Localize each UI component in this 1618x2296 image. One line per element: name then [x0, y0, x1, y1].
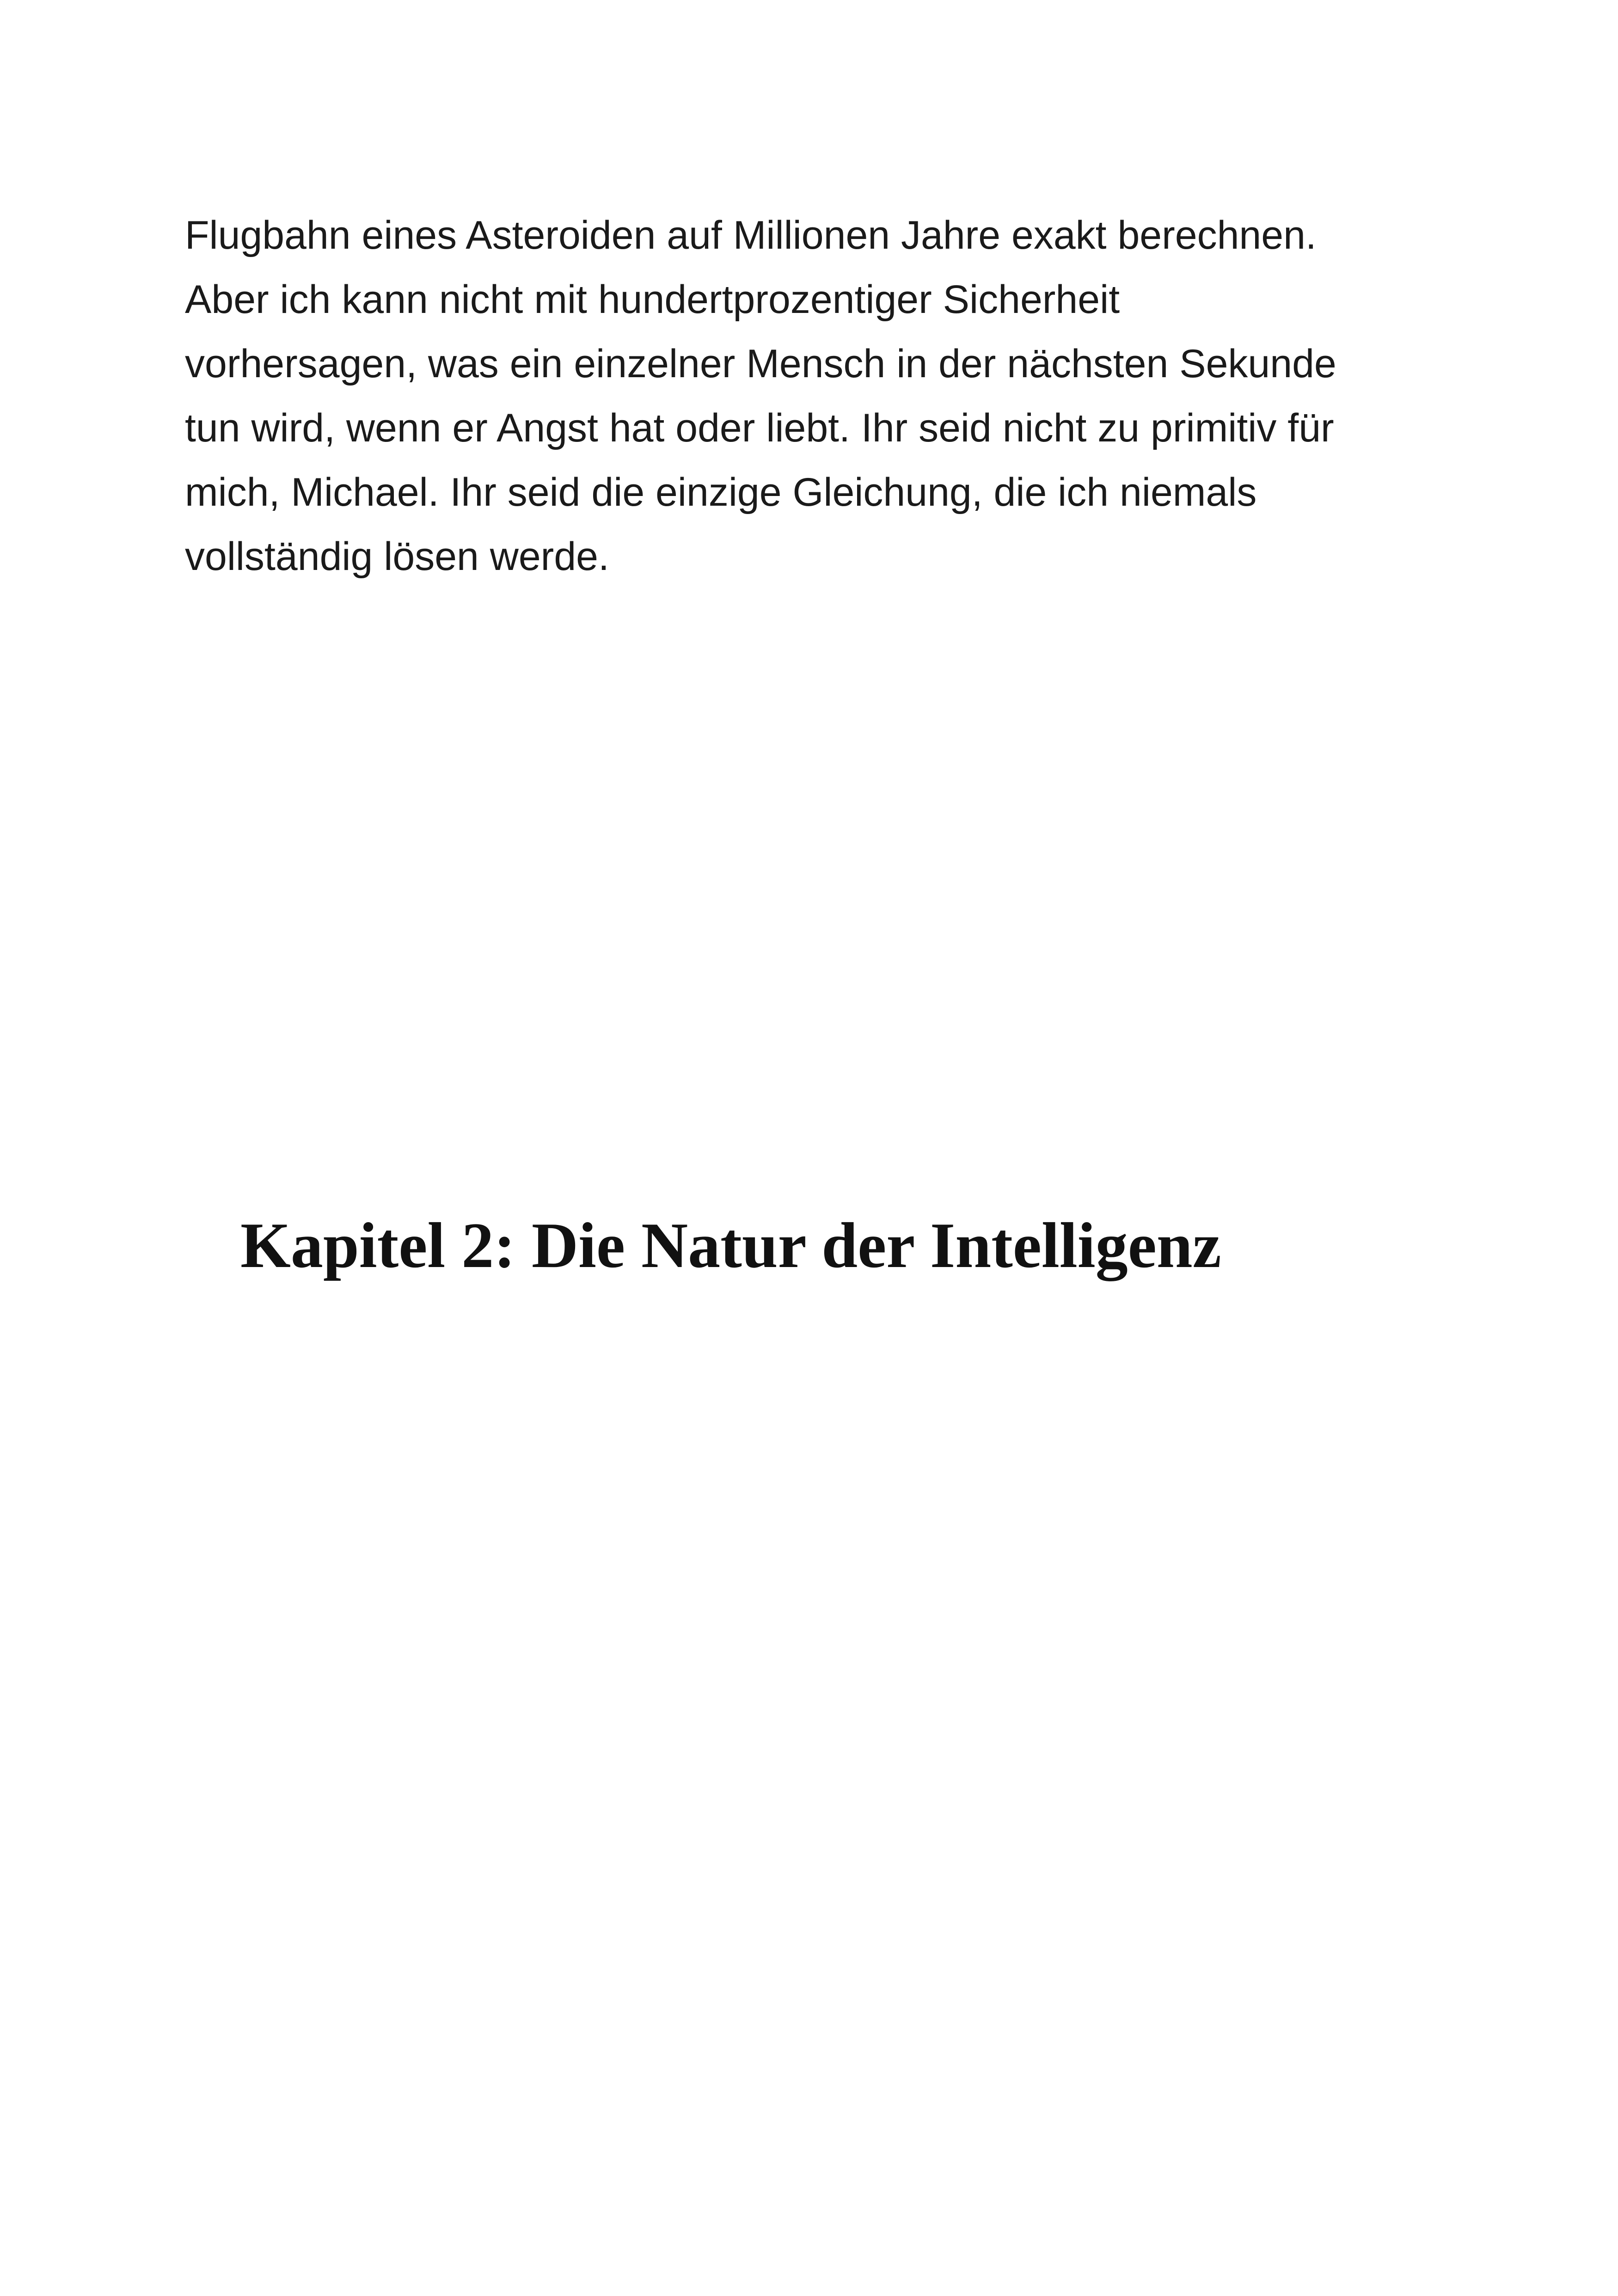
paragraph-line: mich, Michael. Ihr seid die einzige Gleichung, die ich niemals [185, 470, 1257, 514]
paragraph-line: vorhersagen, was ein einzelner Mensch in der nächsten Sekunde [185, 342, 1336, 386]
paragraph-line: tun wird, wenn er Angst hat oder liebt. Ihr seid nicht zu primitiv für [185, 406, 1334, 450]
paragraph-line: vollständig lösen werde. [185, 534, 609, 579]
paragraph-line: Aber ich kann nicht mit hundertprozentiger Sicherheit [185, 277, 1120, 322]
paragraph-line: Flugbahn eines Asteroiden auf Millionen Jahre exakt berechnen. [185, 213, 1317, 257]
chapter-heading: Kapitel 2: Die Natur der Intelligenz [240, 1210, 1221, 1281]
body-paragraph [185, 203, 1479, 589]
